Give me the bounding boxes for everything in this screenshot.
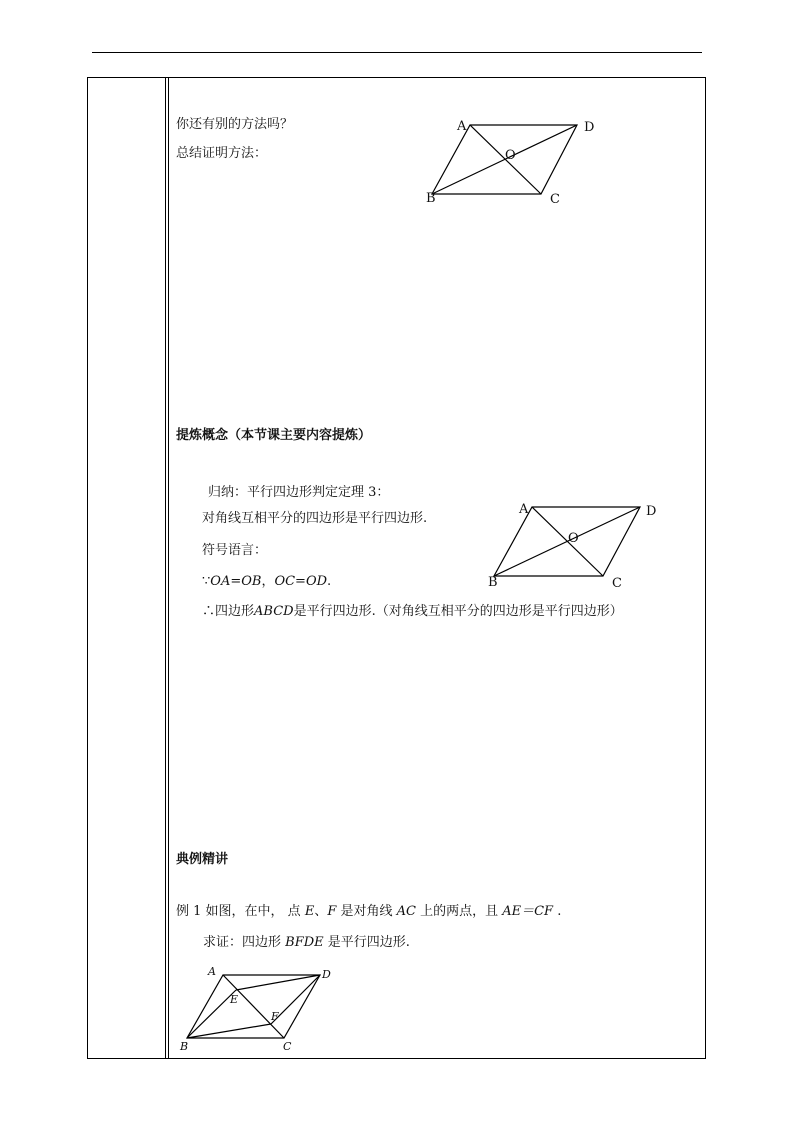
label-a-3: A [208,965,216,978]
prove-text-2: 是平行四边形. [323,935,410,950]
question-other-methods: 你还有别的方法吗？ [176,117,294,132]
point-e: E [304,904,315,919]
prove-text-1: 求证：四边形 [203,935,286,950]
section-title-examples: 典例精讲 [176,852,229,867]
label-b-1: B [426,191,436,206]
therefore-prefix: ∴四边形 [202,604,255,619]
separator: 、 [314,904,328,919]
therefore-rest: 是平行四边形.（对角线互相平分的四边形是平行四边形） [293,604,623,619]
label-b-2: B [488,575,498,590]
example-text-3: 上的两点，且 [415,904,503,919]
comma: ， [261,574,275,589]
label-b-3: B [180,1040,189,1053]
diagonal-ac-name: AC [396,904,416,919]
because-symbol: ∵ [202,574,211,589]
oa-eq-ob: OA=OB [210,574,262,589]
symbol-language-label: 符号语言： [202,543,268,558]
label-c-3: C [283,1040,292,1053]
ae-eq-cf: AE＝CF [502,904,554,919]
diagonal-ac-3 [223,975,284,1038]
label-o-2: O [568,531,579,546]
theorem-statement: 对角线互相平分的四边形是平行四边形. [202,511,428,526]
label-d-1: D [584,120,595,135]
abcd-name: ABCD [254,604,294,619]
label-o-1: O [505,148,516,163]
oc-eq-od: OC=OD [274,574,328,589]
label-e-3: E [230,993,239,1006]
theorem-intro: 归纳：平行四边形判定定理 3： [208,485,390,500]
period: . [327,574,332,589]
label-d-3: D [322,968,331,981]
bfde-name: BFDE [285,935,324,950]
point-f: F [327,904,337,919]
summary-proof-methods: 总结证明方法： [176,146,268,161]
label-a-1: A [457,119,467,134]
example-text-2: 是对角线 [336,904,397,919]
label-c-1: C [550,192,560,207]
example-text-4: . [553,904,562,919]
label-a-2: A [519,502,529,517]
label-c-2: C [612,576,622,591]
label-f-3: F [271,1010,279,1023]
example-text-1: 例 1 如图，在中， 点 [176,904,305,919]
label-d-2: D [646,504,657,519]
section-title-concept: 提炼概念（本节课主要内容提炼） [176,428,372,443]
